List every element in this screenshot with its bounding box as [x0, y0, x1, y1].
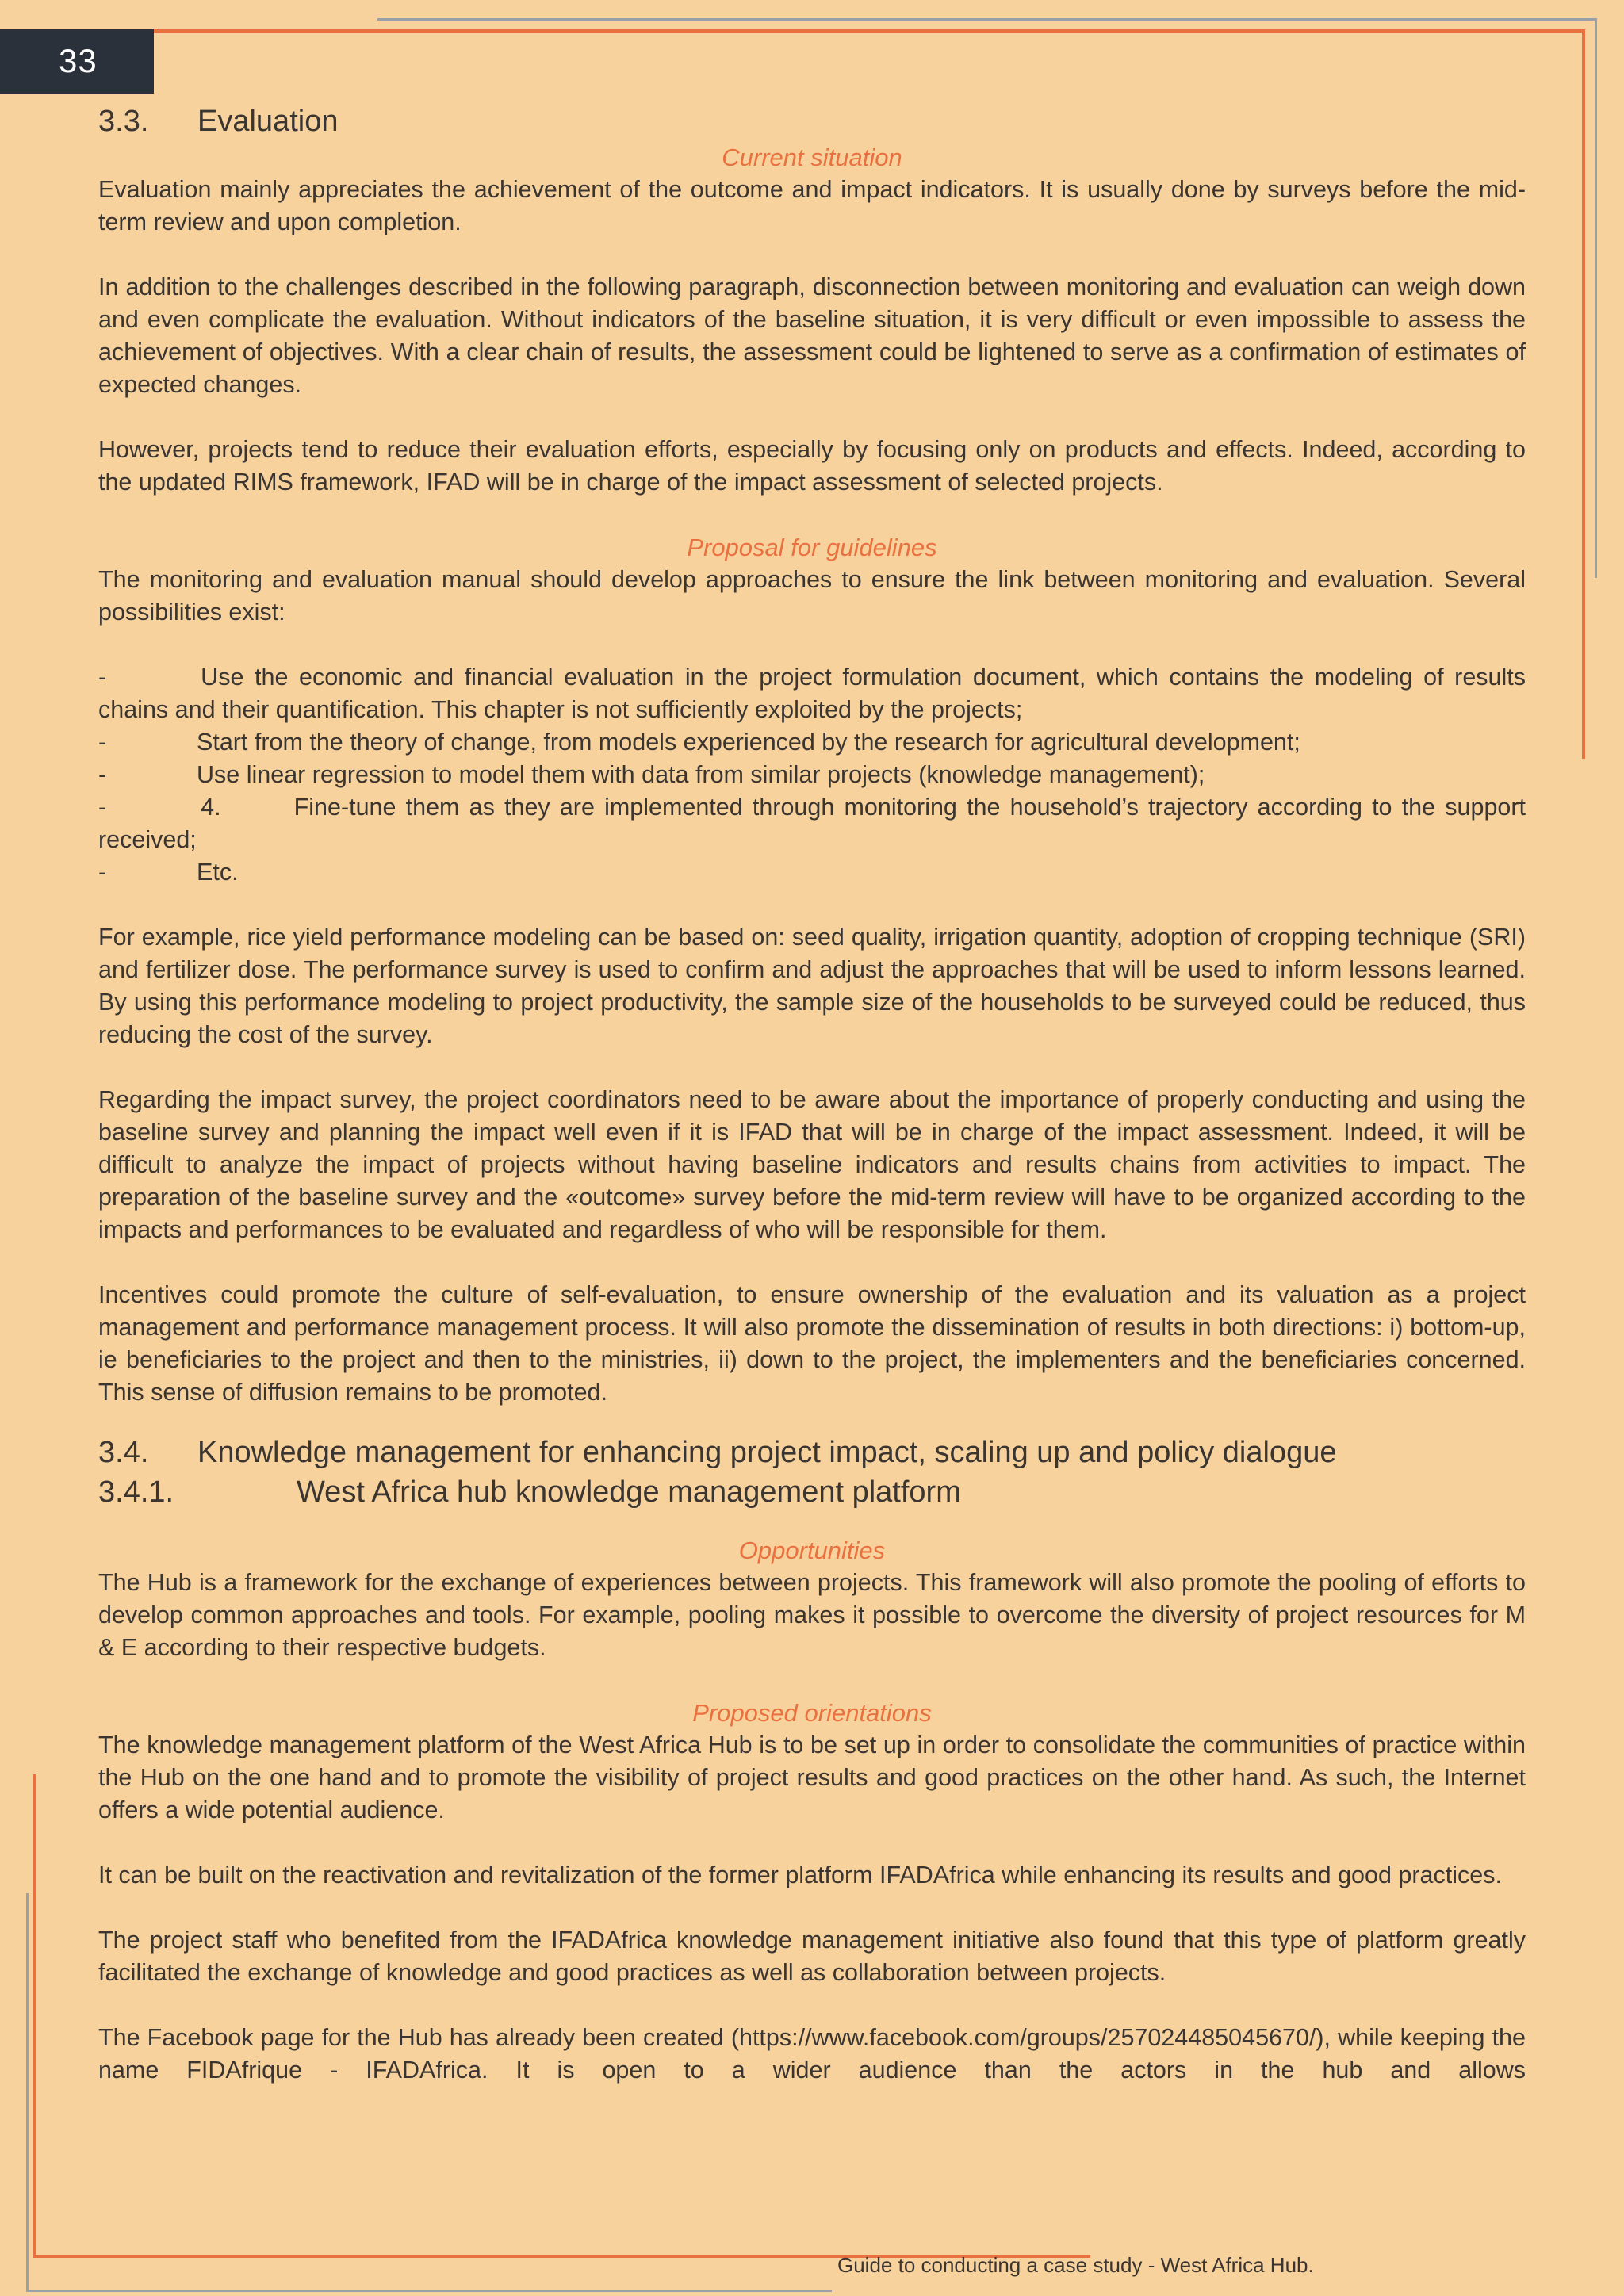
- section-title: Evaluation: [197, 105, 339, 138]
- list-dash: -: [98, 729, 107, 756]
- page-content: [98, 95, 1526, 2087]
- subheading-opportunities: Opportunities: [738, 1536, 886, 1564]
- bottom-grey-rule: [26, 2290, 832, 2292]
- list-item: [98, 856, 1526, 889]
- list-item-text: Use linear regression to model them with data from similar projects (knowledge management);: [197, 761, 1205, 788]
- list-item: [98, 661, 1526, 726]
- subheading-proposed-orientations: Proposed orientations: [692, 1699, 932, 1727]
- paragraph: Regarding the impact survey, the project coordinators need to be aware about the importance of properly conducting and using the baseline survey and planning the impact well even if it is IFAD that will be in charge of the impact assessment. Indeed, it will be difficult to analyze the impact of projects without having baseline indicators and results chains from activities to impact. The preparation of the baseline survey and the «outcome» survey before the mid-term review will have to be organized according to the impacts and performances to be evaluated and regardless of who will be responsible for them.: [98, 1086, 1526, 1243]
- left-orange-rule: [33, 1774, 36, 2258]
- list-dash: -: [98, 794, 107, 821]
- paragraph: The project staff who benefited from the IFADAfrica knowledge management initiative also found that this type of platform greatly facilitated the exchange of knowledge and good practices as well as collaboration between projects.: [98, 1927, 1526, 1986]
- paragraph: The monitoring and evaluation manual should develop approaches to ensure the link between monitoring and evaluation. Several possibilities exist:: [98, 566, 1526, 626]
- left-grey-rule: [26, 1893, 29, 2291]
- list-item: [98, 759, 1526, 791]
- section-number: 3.3.: [98, 105, 149, 138]
- top-grey-rule: [377, 18, 1597, 21]
- section-title: Knowledge management for enhancing project impact, scaling up and policy dialogue: [197, 1436, 1337, 1469]
- section-heading-3-4: [98, 1433, 1526, 1472]
- list-item-text: Fine-tune them as they are implemented through monitoring the household’s trajectory according to the support received;: [98, 794, 1526, 853]
- right-grey-rule: [1595, 18, 1597, 578]
- page-number: 33: [0, 29, 154, 94]
- section-heading-3-3: [98, 101, 1526, 141]
- paragraph: The Hub is a framework for the exchange of experiences between projects. This framework will also promote the pooling of efforts to develop common approaches and tools. For example, pooling makes it possible to overcome the diversity of project resources for M & E according to their respective budgets.: [98, 1569, 1526, 1661]
- section-title: West Africa hub knowledge management platform: [297, 1475, 961, 1509]
- list-dash: -: [98, 859, 107, 886]
- paragraph: The knowledge management platform of the West Africa Hub is to be set up in order to consolidate the communities of practice within the Hub on the one hand and to promote the visibility of project results and good practices on the other hand. As such, the Internet offers a wide potential audience.: [98, 1732, 1526, 1823]
- section-heading-3-4-1: [98, 1472, 1526, 1512]
- paragraph: The Facebook page for the Hub has already been created (https://www.facebook.com/groups/257024485045670/), while keeping the name FIDAfrique - IFADAfrica. It is open to a wider audience than the actors in the hub and allows: [98, 2024, 1526, 2084]
- list-item-text: Etc.: [197, 859, 239, 886]
- list-step-number: 4.: [201, 794, 221, 821]
- paragraph: However, projects tend to reduce their evaluation efforts, especially by focusing only on products and effects. Indeed, according to the updated RIMS framework, IFAD will be in charge of the impact assessment of selected projects.: [98, 436, 1526, 496]
- list-item: [98, 791, 1526, 856]
- section-number: 3.4.: [98, 1436, 149, 1469]
- list-item-text: Start from the theory of change, from models experienced by the research for agricultural development;: [197, 729, 1300, 756]
- list-item: [98, 726, 1526, 759]
- paragraph: It can be built on the reactivation and revitalization of the former platform IFADAfrica while enhancing its results and good practices.: [98, 1862, 1502, 1888]
- footer-text: Guide to conducting a case study - West Africa Hub.: [837, 2253, 1314, 2277]
- list-item-text: Use the economic and financial evaluation in the project formulation document, which contains the modeling of results chains and their quantification. This chapter is not sufficiently exploited by the projects;: [98, 664, 1526, 723]
- section-number: 3.4.1.: [98, 1475, 174, 1509]
- list-dash: -: [98, 761, 107, 788]
- list-dash: -: [98, 664, 107, 691]
- paragraph: Evaluation mainly appreciates the achievement of the outcome and impact indicators. It is usually done by surveys before the mid-term review and upon completion.: [98, 176, 1526, 235]
- paragraph: In addition to the challenges described in the following paragraph, disconnection between monitoring and evaluation can weigh down and even complicate the evaluation. Without indicators of the baseline situation, it is very difficult or even impossible to assess the achievement of objectives. With a clear chain of results, the assessment could be lightened to serve as a confirmation of estimates of expected changes.: [98, 274, 1526, 398]
- paragraph: For example, rice yield performance modeling can be based on: seed quality, irrigation quantity, adoption of cropping technique (SRI) and fertilizer dose. The performance survey is used to confirm and adjust the approaches that will be used to inform lessons learned. By using this performance modeling to project productivity, the sample size of the households to be surveyed could be reduced, thus reducing the cost of the survey.: [98, 924, 1526, 1048]
- top-orange-rule: [154, 29, 1584, 33]
- subheading-current-situation: Current situation: [722, 144, 902, 171]
- paragraph: Incentives could promote the culture of self-evaluation, to ensure ownership of the evaluation and its valuation as a project management and performance management process. It will also promote the dissemination of results in both directions: i) bottom-up, ie beneficiaries to the project and then to the ministries, ii) down to the project, the implementers and the beneficiaries concerned. This sense of diffusion remains to be promoted.: [98, 1281, 1526, 1406]
- right-orange-rule: [1582, 29, 1585, 759]
- subheading-proposal: Proposal for guidelines: [687, 534, 937, 561]
